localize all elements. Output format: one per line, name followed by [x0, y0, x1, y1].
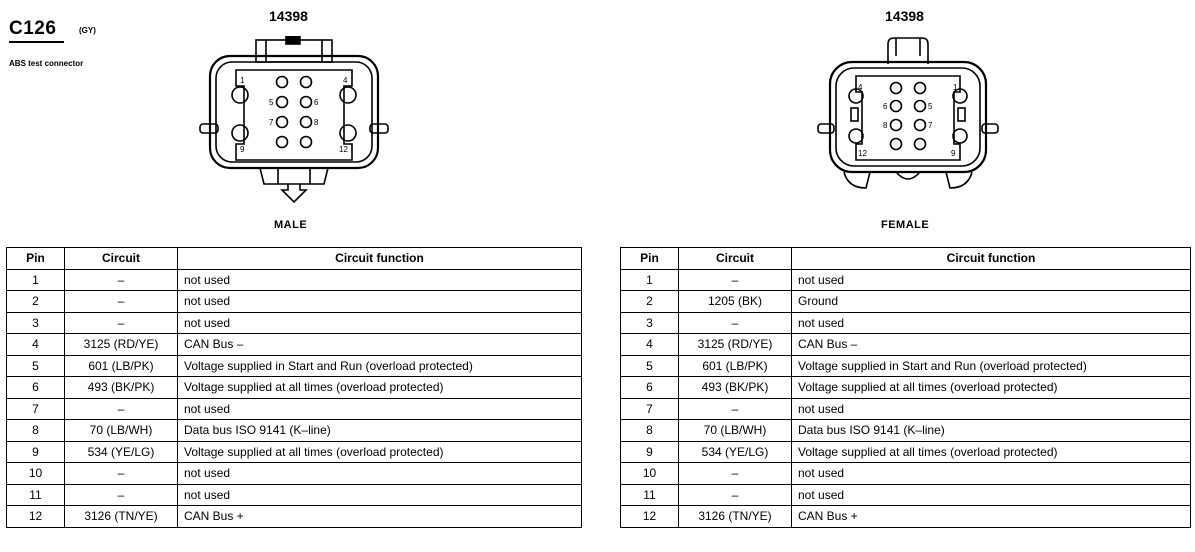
- pin-cell: 3: [621, 312, 679, 334]
- table-row: [7, 484, 582, 506]
- table-row: [621, 420, 1191, 442]
- female-pin-label: 8: [883, 121, 888, 130]
- circuit-cell: 3126 (TN/YE): [679, 506, 792, 528]
- circuit-function-cell: not used: [792, 484, 1191, 506]
- female-pin-table: [620, 247, 1191, 528]
- pin-cell: 1: [621, 269, 679, 291]
- male-pin-label: 4: [343, 76, 348, 85]
- pin-cell: 7: [621, 398, 679, 420]
- circuit-function-cell: Voltage supplied at all times (overload protected): [792, 441, 1191, 463]
- pin-cell: 2: [7, 291, 65, 313]
- pin-cell: 4: [621, 334, 679, 356]
- table-row: [621, 484, 1191, 506]
- circuit-cell: –: [679, 312, 792, 334]
- circuit-function-cell: Voltage supplied in Start and Run (overload protected): [792, 355, 1191, 377]
- circuit-cell: 1205 (BK): [679, 291, 792, 313]
- table-row: [621, 334, 1191, 356]
- male-pin-label: 7: [269, 118, 274, 127]
- pin-cell: 9: [7, 441, 65, 463]
- table-row: [7, 269, 582, 291]
- pin-cell: 11: [621, 484, 679, 506]
- pin-cell: 10: [621, 463, 679, 485]
- male-part-number: 14398: [269, 8, 308, 24]
- table-row: [621, 291, 1191, 313]
- table-row: [7, 463, 582, 485]
- column-header-circuit: Circuit: [679, 248, 792, 270]
- circuit-cell: 534 (YE/LG): [65, 441, 178, 463]
- pin-cell: 1: [7, 269, 65, 291]
- connector-description: ABS test connector: [9, 59, 84, 68]
- pin-cell: 2: [621, 291, 679, 313]
- pin-cell: 5: [7, 355, 65, 377]
- connector-color: (GY): [79, 26, 96, 35]
- circuit-function-cell: CAN Bus +: [178, 506, 582, 528]
- circuit-function-cell: not used: [792, 269, 1191, 291]
- table-row: [7, 312, 582, 334]
- table-row: [621, 355, 1191, 377]
- circuit-cell: 493 (BK/PK): [679, 377, 792, 399]
- circuit-function-cell: CAN Bus +: [792, 506, 1191, 528]
- circuit-function-cell: not used: [178, 269, 582, 291]
- pin-cell: 6: [621, 377, 679, 399]
- circuit-function-cell: CAN Bus –: [792, 334, 1191, 356]
- circuit-function-cell: not used: [792, 463, 1191, 485]
- connector-id-underline: [9, 41, 64, 43]
- circuit-cell: –: [65, 463, 178, 485]
- table-row: [7, 398, 582, 420]
- circuit-cell: 601 (LB/PK): [65, 355, 178, 377]
- table-row: [7, 377, 582, 399]
- circuit-function-cell: not used: [792, 398, 1191, 420]
- male-pin-label: 1: [240, 76, 245, 85]
- circuit-cell: 3125 (RD/YE): [65, 334, 178, 356]
- female-part-number: 14398: [885, 8, 924, 24]
- circuit-function-cell: not used: [178, 398, 582, 420]
- female-pin-label: 4: [858, 83, 863, 92]
- pin-cell: 5: [621, 355, 679, 377]
- pin-cell: 12: [621, 506, 679, 528]
- female-pin-label: 6: [883, 102, 888, 111]
- circuit-cell: –: [679, 269, 792, 291]
- circuit-function-cell: not used: [792, 312, 1191, 334]
- table-row: [621, 441, 1191, 463]
- female-pin-label: 9: [951, 149, 956, 158]
- pin-cell: 11: [7, 484, 65, 506]
- table-row: [7, 441, 582, 463]
- circuit-cell: –: [679, 398, 792, 420]
- circuit-cell: 70 (LB/WH): [679, 420, 792, 442]
- table-row: [621, 506, 1191, 528]
- pin-cell: 4: [7, 334, 65, 356]
- pin-cell: 3: [7, 312, 65, 334]
- connector-id: C126: [9, 18, 57, 39]
- male-pin-label: 12: [339, 145, 348, 154]
- female-connector-diagram: [808, 36, 1008, 206]
- circuit-function-cell: Data bus ISO 9141 (K–line): [178, 420, 582, 442]
- female-pin-label: 5: [928, 102, 933, 111]
- table-row: [621, 377, 1191, 399]
- circuit-cell: 493 (BK/PK): [65, 377, 178, 399]
- circuit-function-cell: Ground: [792, 291, 1191, 313]
- circuit-cell: 70 (LB/WH): [65, 420, 178, 442]
- pin-cell: 9: [621, 441, 679, 463]
- pin-cell: 8: [621, 420, 679, 442]
- pin-cell: 8: [7, 420, 65, 442]
- male-pin-label: 5: [269, 98, 274, 107]
- circuit-cell: 534 (YE/LG): [679, 441, 792, 463]
- male-pin-label: 9: [240, 145, 245, 154]
- circuit-cell: –: [65, 269, 178, 291]
- female-pin-label: 7: [928, 121, 933, 130]
- pin-cell: 6: [7, 377, 65, 399]
- table-row: [621, 269, 1191, 291]
- circuit-function-cell: not used: [178, 463, 582, 485]
- male-connector-diagram: [194, 36, 394, 206]
- male-pin-table: [6, 247, 582, 528]
- circuit-function-cell: not used: [178, 312, 582, 334]
- column-header-pin: Pin: [621, 248, 679, 270]
- circuit-cell: –: [65, 398, 178, 420]
- pin-cell: 12: [7, 506, 65, 528]
- table-row: [7, 334, 582, 356]
- male-pin-label: 6: [314, 98, 319, 107]
- female-pin-label: 1: [953, 83, 958, 92]
- circuit-function-cell: not used: [178, 291, 582, 313]
- table-row: [621, 463, 1191, 485]
- circuit-cell: 601 (LB/PK): [679, 355, 792, 377]
- circuit-cell: –: [65, 291, 178, 313]
- table-row: [7, 291, 582, 313]
- female-pin-label: 12: [858, 149, 867, 158]
- circuit-cell: –: [679, 484, 792, 506]
- circuit-function-cell: Voltage supplied in Start and Run (overload protected): [178, 355, 582, 377]
- circuit-cell: –: [679, 463, 792, 485]
- column-header-pin: Pin: [7, 248, 65, 270]
- circuit-function-cell: Voltage supplied at all times (overload protected): [792, 377, 1191, 399]
- column-header-circuit: Circuit: [65, 248, 178, 270]
- female-label: FEMALE: [881, 219, 930, 231]
- table-row: [7, 420, 582, 442]
- circuit-cell: 3125 (RD/YE): [679, 334, 792, 356]
- pin-cell: 7: [7, 398, 65, 420]
- table-row: [7, 355, 582, 377]
- circuit-function-cell: Voltage supplied at all times (overload protected): [178, 377, 582, 399]
- circuit-function-cell: not used: [178, 484, 582, 506]
- column-header-circuit-function: Circuit function: [178, 248, 582, 270]
- table-row: [7, 506, 582, 528]
- column-header-circuit-function: Circuit function: [792, 248, 1191, 270]
- circuit-function-cell: Voltage supplied at all times (overload protected): [178, 441, 582, 463]
- circuit-cell: –: [65, 484, 178, 506]
- circuit-cell: –: [65, 312, 178, 334]
- circuit-cell: 3126 (TN/YE): [65, 506, 178, 528]
- table-row: [621, 398, 1191, 420]
- male-label: MALE: [274, 219, 308, 231]
- male-pin-label: 8: [314, 118, 319, 127]
- table-row: [621, 312, 1191, 334]
- circuit-function-cell: CAN Bus –: [178, 334, 582, 356]
- pin-cell: 10: [7, 463, 65, 485]
- circuit-function-cell: Data bus ISO 9141 (K–line): [792, 420, 1191, 442]
